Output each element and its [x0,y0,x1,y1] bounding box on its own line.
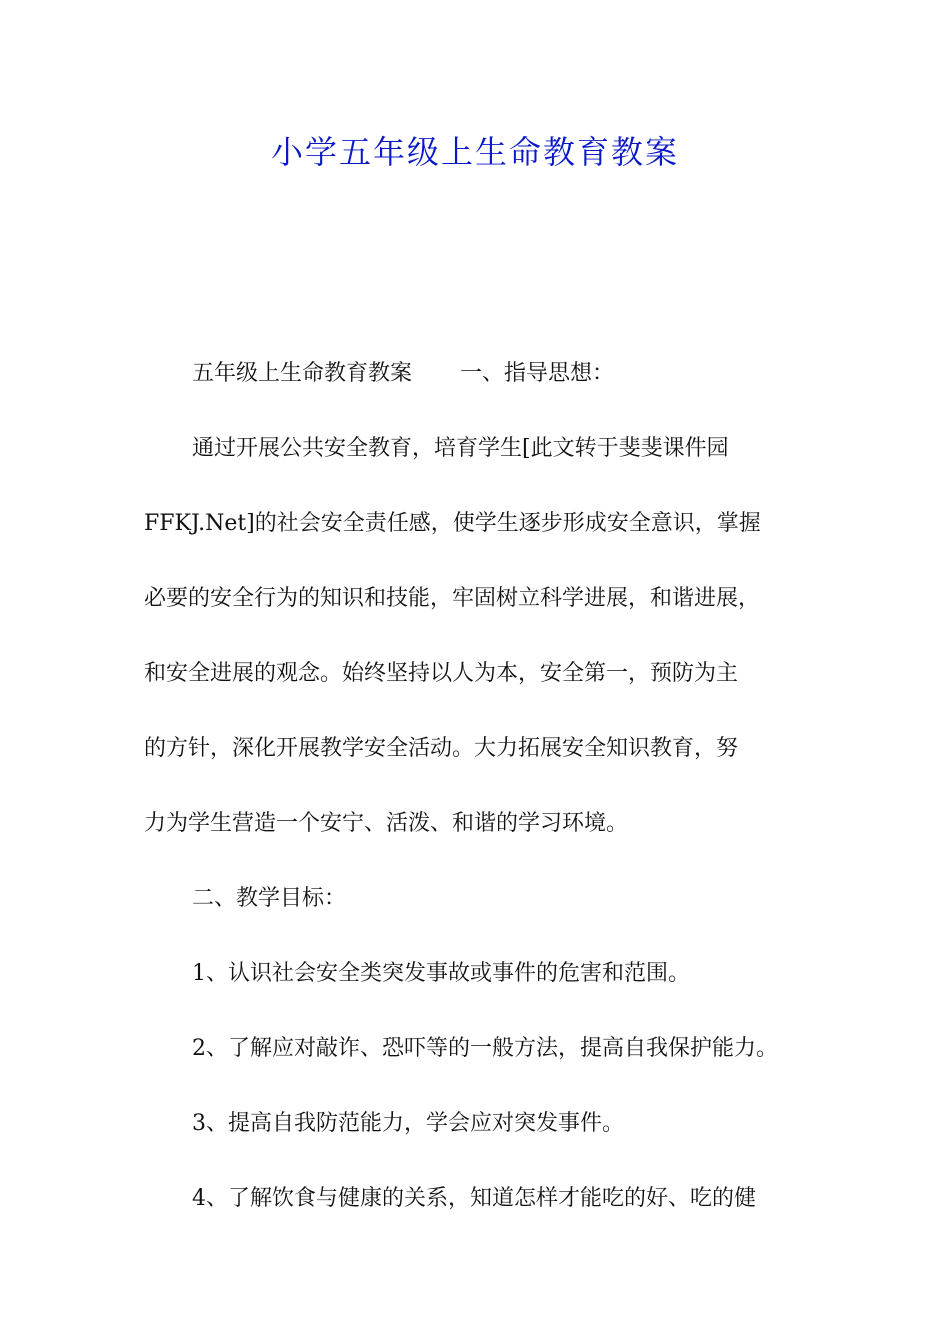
goal-item: 3、提高自我防范能力，学会应对突发事件。 [192,1111,624,1136]
intro-left: 五年级上生命教育教案 [192,361,413,386]
paragraph-line: FFKJ.Net]的社会安全责任感，使学生逐步形成安全意识，掌握 [144,511,761,536]
paragraph-line: 的方针，深化开展教学安全活动。大力拓展安全知识教育，努 [144,736,739,761]
goal-item: 4、了解饮食与健康的关系，知道怎样才能吃的好、吃的健 [192,1186,756,1211]
goal-item: 1、认识社会安全类突发事故或事件的危害和范围。 [192,961,690,986]
guiding-paragraph [144,411,824,861]
paragraph-line: 和安全进展的观念。始终坚持以人为本，安全第一，预防为主 [144,661,739,686]
section-heading-goals: 二、教学目标： [192,886,347,911]
intro-line [144,336,824,411]
document-body [144,336,824,1236]
paragraph-line: 通过开展公共安全教育，培育学生[此文转于斐斐课件园 [192,436,729,461]
goal-item: 2、了解应对敲诈、恐吓等的一般方法，提高自我保护能力。 [192,1036,778,1061]
section-heading-guiding: 一、指导思想： [460,361,615,386]
paragraph-line: 必要的安全行为的知识和技能，牢固树立科学进展，和谐进展， [144,586,761,611]
document-title: 小学五年级上生命教育教案 [270,133,679,171]
paragraph-line: 力为学生营造一个安宁、活泼、和谐的学习环境。 [144,811,629,836]
